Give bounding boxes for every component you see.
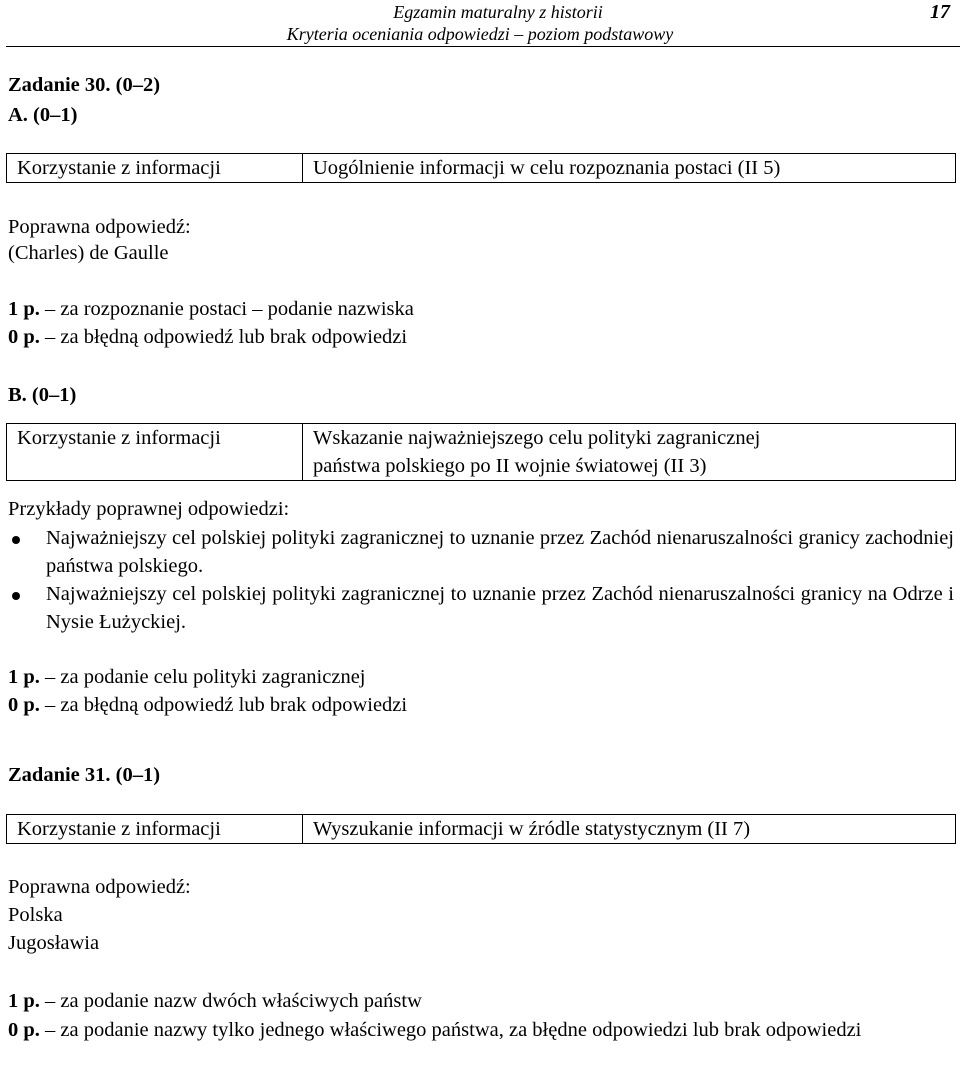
score-label: 1 p. (8, 990, 40, 1012)
score-label: 0 p. (8, 326, 40, 348)
task30-partB-examples-heading: Przykłady poprawnej odpowiedzi: (8, 498, 290, 520)
list-item (10, 580, 954, 636)
criteria-key: Korzystanie z informacji (7, 424, 303, 481)
score-label: 0 p. (8, 1019, 40, 1041)
bullet-icon (12, 592, 20, 600)
criteria-value: Wyszukanie informacji w źródle statystycznym (II 7) (303, 815, 956, 844)
task31-answer-1: Polska (8, 904, 63, 926)
criteria-value-line1: Wskazanie najważniejszego celu polityki zagranicznej (313, 427, 761, 449)
task30-partB-score1 (8, 664, 365, 690)
task30-partB-criteria-table (6, 423, 956, 481)
criteria-key: Korzystanie z informacji (7, 154, 303, 183)
task30-partB-score0 (8, 692, 407, 718)
score-text: – za podanie nazwy tylko jednego właściwego państwa, za błędne odpowiedzi lub brak odpowiedzi (39, 1019, 862, 1041)
score-label: 0 p. (8, 694, 40, 716)
task30-partA-criteria-table (6, 153, 956, 183)
criteria-value (303, 424, 956, 481)
list-item (10, 524, 954, 580)
task31-score1 (8, 988, 422, 1014)
task31-score0 (8, 1016, 954, 1044)
task30-partA-answer-heading: Poprawna odpowiedź: (8, 216, 191, 238)
score-text: – za błędną odpowiedź lub brak odpowiedzi (39, 694, 408, 716)
score-label: 1 p. (8, 298, 40, 320)
example-text: Najważniejszy cel polskiej polityki zagranicznej to uznanie przez Zachód nienaruszalności granicy zachodniej państwa polskiego. (46, 527, 954, 577)
criteria-value-line2: państwa polskiego po II wojnie światowej (II 3) (313, 455, 707, 477)
score-text: – za rozpoznanie postaci – podanie nazwiska (39, 298, 414, 320)
exam-title: Egzamin maturalny z historii (393, 2, 603, 22)
header-divider (6, 46, 960, 47)
criteria-key: Korzystanie z informacji (7, 815, 303, 844)
score-text: – za podanie celu polityki zagranicznej (39, 666, 366, 688)
example-text: Najważniejszy cel polskiej polityki zagranicznej to uznanie przez Zachód nienaruszalności granicy na Odrze i Nysie Łużyckiej. (46, 583, 954, 633)
task30-partA-score1 (8, 296, 414, 322)
score-label: 1 p. (8, 666, 40, 688)
task30-title: Zadanie 30. (0–2) (8, 74, 161, 96)
criteria-value: Uogólnienie informacji w celu rozpoznania postaci (II 5) (303, 154, 956, 183)
exam-subtitle: Kryteria oceniania odpowiedzi – poziom podstawowy (286, 24, 674, 44)
task31-answer-2: Jugosławia (8, 932, 100, 954)
task30-partA-score0 (8, 324, 407, 350)
bullet-icon (12, 536, 20, 544)
page-number: 17 (930, 1, 950, 23)
task30-partB-examples-list (10, 524, 954, 636)
task31-answer-heading: Poprawna odpowiedź: (8, 876, 191, 898)
task31-criteria-table (6, 814, 956, 844)
task31-title: Zadanie 31. (0–1) (8, 764, 161, 786)
page-header (0, 0, 960, 48)
score-text: – za podanie nazw dwóch właściwych państw (39, 990, 422, 1012)
task30-partB-label: B. (0–1) (8, 384, 77, 406)
score-text: – za błędną odpowiedź lub brak odpowiedzi (39, 326, 408, 348)
task30-partA-answer: (Charles) de Gaulle (8, 242, 169, 264)
task30-partA-label: A. (0–1) (8, 104, 78, 126)
